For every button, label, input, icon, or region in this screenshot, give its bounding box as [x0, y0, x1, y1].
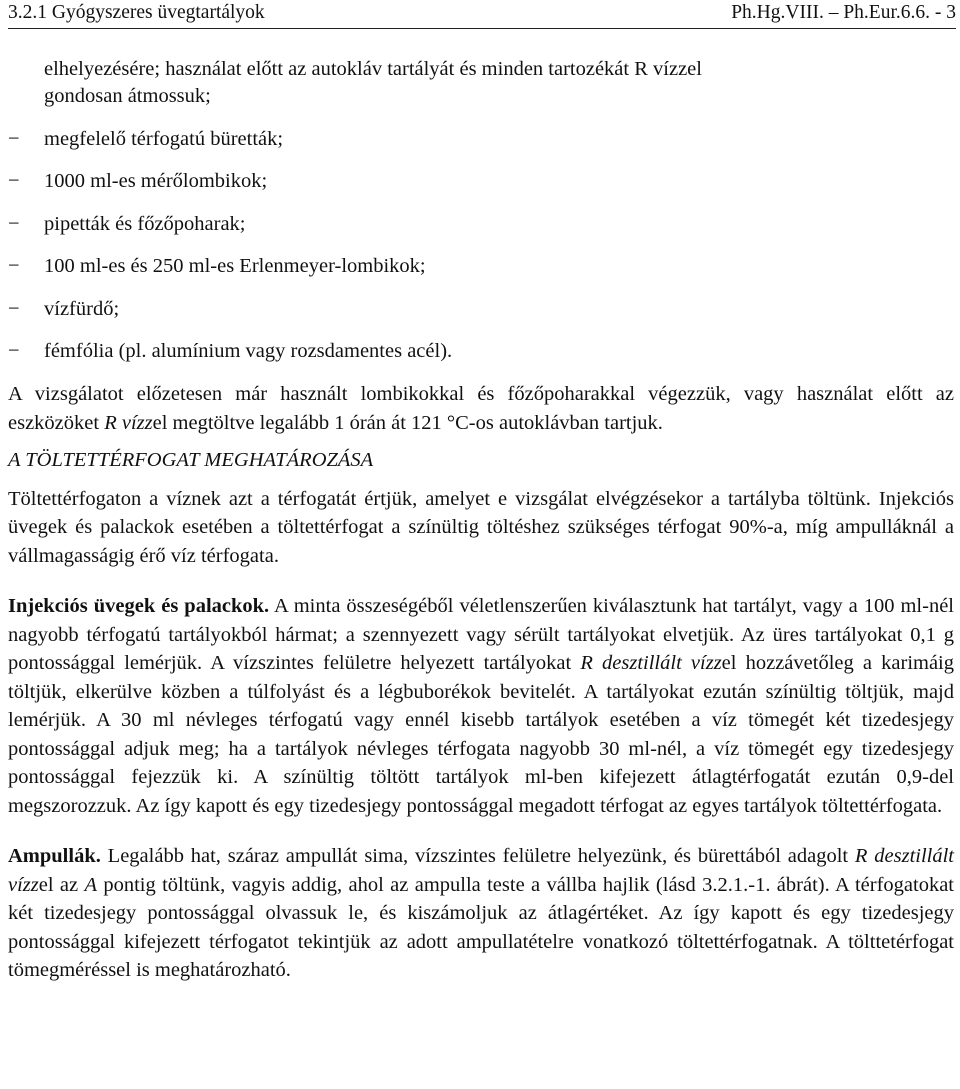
equipment-list-item	[8, 296, 954, 323]
equipment-item-text: megfelelő térfogatú büretták;	[44, 127, 284, 150]
page-body	[8, 56, 954, 985]
equipment-item-text: vízfürdő;	[44, 297, 120, 320]
reagent-distilled-water: R desztillált vízz	[8, 845, 954, 896]
header-pharmacopoeia-ref: Ph.Hg.VIII. – Ph.Eur.6.6. - 3	[731, 2, 956, 23]
paragraph-ampoules: Ampullák. Legalább hat, száraz ampullát sima, vízszintes felületre helyezünk, és bürettából adagolt R desztillált vízzel az A pontig töltünk, vagyis addig, ahol az ampulla teste a vállba hajlik (lásd 3.2.1.-1. ábrát). A térfogatokat két tizedesjegy pontossággal olvassuk le, és kiszámoljuk az átlagértéket. Az így kapott és egy tizedesjegy pontossággal kifejezett térfogatot tekintjük az adott ampullatételre vonatkozó töltettérfogatnak. A tölttetérfogat tömegméréssel is meghatározható.	[8, 845, 955, 981]
equipment-item-text: 1000 ml-es mérőlombikok;	[44, 170, 268, 192]
reagent-water: R vízz	[104, 411, 153, 434]
dash-bullet: −	[8, 297, 20, 320]
vials-heading: Injekciós üvegek és palackok.	[8, 595, 270, 617]
equipment-list	[8, 126, 954, 366]
point-a-label: A	[84, 873, 97, 896]
dash-bullet: −	[8, 170, 20, 192]
dash-bullet: −	[8, 212, 20, 235]
equipment-item-text: 100 ml-es és 250 ml-es Erlenmeyer-lombikok;	[44, 255, 426, 277]
header-section-title: 3.2.1 Gyógyszeres üvegtartályok	[8, 2, 265, 23]
ampoules-heading: Ampullák.	[8, 845, 101, 867]
intro-line-1: elhelyezésére; használat előtt az autokláv tartályát és minden tartozékát R vízzel	[44, 58, 702, 80]
paragraph-preparation: A vizsgálatot előzetesen már használt lombikokkal és főzőpoharakkal végezzük, vagy használat előtt az eszközöket R vízzel megtöltve legalább 1 órán át 121 °C-os autoklávban tartjuk.	[8, 383, 954, 434]
dash-bullet: −	[8, 127, 20, 150]
equipment-item-text: fémfólia (pl. alumínium vagy rozsdamentes acél).	[44, 340, 453, 362]
equipment-list-item	[8, 338, 954, 365]
paragraph-vials: Injekciós üvegek és palackok. A minta összeségéből véletlenszerűen kiválasztunk hat tartályt, vagy a 100 ml-nél nagyobb térfogatú tartályokból hármat; a szennyezett vagy sérült tartályokat elvetjük. Az üres tartályokat 0,1 g pontossággal lemérjük. A vízszintes felületre helyezett tartályokat R desztillált vízzel hozzávetőleg a karimáig töltjük, elkerülve közben a túlfolyást és a légbuborékok bevitelét. A tartályokat ezután színültig töltjük, majd lemérjük. A 30 ml névleges térfogatú vagy ennél kisebb tartályok esetében a víz tömegét két tizedesjegy pontossággal adjuk meg; ha a tartályok névleges térfogata nagyobb 30 ml-nél, a víz tömegét egy tizedesjegy pontossággal fejezzük ki. A színültig töltött tartályok ml-ben kifejezett átlagtérfogatát ezután 0,9-del megszorozzuk. Az így kapott és egy tizedesjegy pontossággal megadott térfogat az egyes tartályok töltettérfogata.	[8, 595, 955, 817]
equipment-item-text: pipetták és főzőpoharak;	[44, 212, 246, 235]
paragraph-definition: Töltettérfogaton a víznek azt a térfogatát értjük, amelyet e vizsgálat elvégzésekor a tartályba töltünk. Injekciós üvegek és palackok esetében a töltettérfogat a színültig töltéshez szükséges térfogat 90%-a, míg ampulláknál a vállmagasságig érő víz térfogata.	[8, 487, 954, 567]
reagent-distilled-water: R desztillált vízz	[580, 652, 722, 674]
dash-bullet: −	[8, 340, 20, 362]
equipment-list-item	[8, 168, 954, 195]
intro-line-2: gondosan átmossuk;	[44, 85, 211, 107]
equipment-list-item	[8, 126, 954, 153]
dash-bullet: −	[8, 255, 20, 277]
page-header	[8, 0, 956, 29]
section-heading: A TÖLTETTÉRFOGAT MEGHATÁROZÁSA	[8, 449, 374, 471]
equipment-list-item	[8, 253, 954, 280]
equipment-list-item	[8, 211, 954, 238]
